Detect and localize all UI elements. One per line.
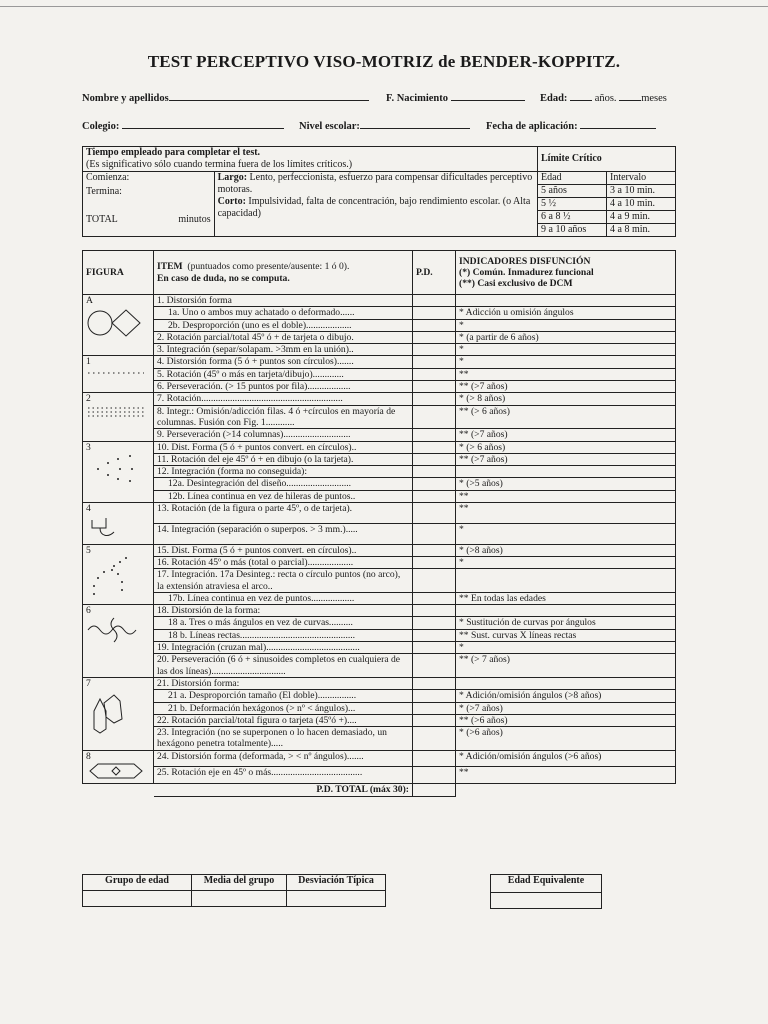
item-row: [83, 429, 676, 441]
figure-drawing: [86, 405, 150, 422]
figure-drawing: [86, 514, 150, 543]
figure-drawing: [86, 689, 150, 738]
figure-7-drawing: [86, 689, 130, 735]
meses-line[interactable]: [619, 90, 641, 101]
item-row: [83, 405, 676, 429]
indicator-text: [456, 295, 676, 307]
figure-5-drawing: [86, 556, 136, 600]
nacimiento-field: [386, 90, 525, 104]
meses-label: meses: [641, 93, 667, 104]
tiempo-heading: Tiempo empleado para completar el test.: [86, 147, 261, 158]
figure-a-drawing: [86, 306, 142, 340]
pd-score-cell[interactable]: [413, 654, 456, 678]
item-row: [83, 466, 676, 478]
colegio-field: [82, 118, 284, 132]
figure-drawing: [86, 453, 150, 486]
limite-intervalo-cell: 3 a 10 min.: [607, 185, 676, 198]
item-header-label: ITEM: [157, 261, 183, 273]
pd-score-cell[interactable]: [413, 368, 456, 380]
tiempo-table: [82, 146, 676, 237]
pd-score-cell[interactable]: [413, 307, 456, 319]
indicator-text: ** (> 7 años): [456, 654, 676, 678]
item-text: 12a. Desintegración del diseño...........................: [154, 478, 413, 490]
pd-score-cell[interactable]: [413, 677, 456, 689]
item-row: [83, 750, 676, 767]
item-text: 8. Integr.: Omisión/adicción filas. 4 ó +círculos en mayoría de columnas. Fusión con Fig. 1............: [154, 405, 413, 429]
indicator-text: * (> 6 años): [456, 441, 676, 453]
figure-label: 4: [86, 503, 91, 515]
figure-cell: [83, 393, 154, 441]
pd-score-cell[interactable]: [413, 393, 456, 405]
item-text: 2. Rotación parcial/total 45º ó + de tarjeta o dibujo.: [154, 331, 413, 343]
item-row: [83, 544, 676, 556]
item-row: [83, 453, 676, 465]
pd-score-cell[interactable]: [413, 344, 456, 356]
item-text: 1a. Uno o ambos muy achatado o deformado......: [154, 307, 413, 319]
item-text: 7. Rotación...........................................................: [154, 393, 413, 405]
limite-critico-heading: Límite Crítico: [538, 147, 676, 172]
indicator-text: * Adición/omisión ángulos (>8 años): [456, 690, 676, 702]
figure-cell: [83, 605, 154, 678]
indicator-text: *: [456, 356, 676, 368]
indicator-text: ** (>6 años): [456, 714, 676, 726]
indicator-text: [456, 466, 676, 478]
item-row: [83, 629, 676, 641]
indicator-text: ** (>7 años): [456, 429, 676, 441]
pd-score-cell[interactable]: [413, 727, 456, 751]
item-text: 16. Rotación 45º o más (total o parcial)...................: [154, 556, 413, 568]
item-row: [83, 381, 676, 393]
item-text: 21. Distorsión forma:: [154, 677, 413, 689]
fecha-line[interactable]: [580, 118, 656, 129]
figure-cell: [83, 677, 154, 750]
figure-8-drawing: [86, 762, 146, 780]
item-text: 24. Distorsión forma (deformada, > < nº ángulos).......: [154, 750, 413, 767]
item-text: 18 b. Líneas rectas................................................: [154, 629, 413, 641]
indicator-text: ** En todas las edades: [456, 592, 676, 604]
item-text: 18 a. Tres o más ángulos en vez de curvas..........: [154, 617, 413, 629]
indicator-text: * Adición/omisión ángulos (>6 años): [456, 750, 676, 767]
item-row: [83, 368, 676, 380]
tiempo-times-cell: [83, 172, 215, 237]
pd-total-value[interactable]: [413, 784, 456, 796]
item-text: 13. Rotación (de la figura o parte 45º, o de tarjeta).: [154, 503, 413, 524]
edad-equivalente-header: Edad Equivalente: [491, 875, 602, 893]
item-text: 14. Integración (separación o superpos. > 3 mm.).....: [154, 523, 413, 544]
figure-drawing: [86, 616, 150, 647]
figure-drawing: [86, 762, 150, 783]
corto-text: Impulsividad, falta de concentración, bajo rendimiento escolar. (o Alta capacidad): [217, 196, 531, 219]
media-grupo-value[interactable]: [192, 891, 287, 907]
indicator-text: *: [456, 556, 676, 568]
nombre-line[interactable]: [169, 90, 369, 101]
indicator-text: *: [456, 344, 676, 356]
indicator-text: **: [456, 368, 676, 380]
indicator-text: * (>5 años): [456, 478, 676, 490]
item-row: [83, 727, 676, 751]
edad-equivalente-table: [490, 874, 602, 909]
minutos-label: minutos: [178, 214, 211, 225]
item-text: 10. Dist. Forma (5 ó + puntos convert. en círculos)..: [154, 441, 413, 453]
item-row: [83, 617, 676, 629]
item-text: 20. Perseveración (6 ó + sinusoides completos en cualquiera de las dos líneas)...............................: [154, 654, 413, 678]
item-text: 15. Dist. Forma (5 ó + puntos convert. en círculos)..: [154, 544, 413, 556]
edad-line[interactable]: [570, 90, 592, 101]
edad-label: Edad:: [540, 93, 568, 104]
desviacion-tipica-header: Desviación Típica: [287, 875, 386, 891]
figure-drawing: [86, 556, 150, 603]
indicator-text: *: [456, 319, 676, 331]
indicator-text: * Adicción u omisión ángulos: [456, 307, 676, 319]
item-row: [83, 592, 676, 604]
figure-drawing: [86, 368, 150, 381]
desviacion-tipica-value[interactable]: [287, 891, 386, 907]
pd-score-cell[interactable]: [413, 478, 456, 490]
item-text: 9. Perseveración (>14 columnas)............................: [154, 429, 413, 441]
indicator-text: [456, 569, 676, 593]
indicator-text: ** (> 6 años): [456, 405, 676, 429]
item-row: [83, 642, 676, 654]
pd-score-cell[interactable]: [413, 605, 456, 617]
edad-col-header: Edad: [538, 172, 607, 185]
figure-2-drawing: [86, 405, 146, 419]
indicator-text: * Sustitución de curvas por ángulos: [456, 617, 676, 629]
fecha-field: [486, 118, 656, 132]
indicator-text: * (>8 años): [456, 544, 676, 556]
pd-score-cell[interactable]: [413, 441, 456, 453]
figura-col-header: FIGURA: [83, 251, 154, 295]
scan-edge-line: [0, 6, 768, 7]
pd-score-cell[interactable]: [413, 569, 456, 593]
item-row: [83, 654, 676, 678]
item-header-note: (puntuados como presente/ausente: 1 ó 0).: [187, 261, 350, 273]
indicator-text: * (>7 años): [456, 702, 676, 714]
item-text: 19. Integración (cruzan mal).......................................: [154, 642, 413, 654]
item-row: [83, 490, 676, 502]
indicator-text: ** (>7 años): [456, 453, 676, 465]
grupo-table: [82, 874, 386, 907]
item-text: 2b. Desproporción (uno es el doble)...................: [154, 319, 413, 331]
pd-col-header: P.D.: [413, 251, 456, 295]
item-text: 21 b. Deformación hexágonos (> nº < ángulos)...: [154, 702, 413, 714]
form-title: TEST PERCEPTIVO VISO-MOTRIZ de BENDER-KOPPITZ.: [147, 52, 621, 71]
indicator-text: **: [456, 767, 676, 784]
pd-score-cell[interactable]: [413, 319, 456, 331]
item-row: [83, 393, 676, 405]
item-row: [83, 503, 676, 524]
figure-6-drawing: [86, 616, 144, 644]
limite-edad-cell: 9 a 10 años: [538, 224, 607, 237]
limite-edad-cell: 5 años: [538, 185, 607, 198]
tiempo-heading-cell: [83, 147, 538, 172]
item-row: [83, 319, 676, 331]
item-row: [83, 295, 676, 307]
pd-score-cell[interactable]: [413, 466, 456, 478]
pd-score-cell[interactable]: [413, 544, 456, 556]
item-text: 23. Integración (no se superponen o lo hacen demasiado, un hexágono penetra totalmente).....: [154, 727, 413, 751]
item-row: [83, 714, 676, 726]
item-col-header: [154, 251, 413, 295]
pd-score-cell[interactable]: [413, 690, 456, 702]
item-text: 11. Rotación del eje 45º ó + en dibujo (o la tarjeta).: [154, 453, 413, 465]
nivel-field: [299, 118, 470, 132]
item-text: 17. Integración. 17a Desinteg.: recta o círculo puntos (no arco), la extensión atraviesa el arco..: [154, 569, 413, 593]
indicator-text: **: [456, 503, 676, 524]
grupo-edad-header: Grupo de edad: [83, 875, 192, 891]
pd-score-cell[interactable]: [413, 767, 456, 784]
figure-cell: [83, 750, 154, 784]
item-text: 21 a. Desproporción tamaño (El doble)................: [154, 690, 413, 702]
item-text: 22. Rotación parcial/total figura o tarjeta (45ºó +)....: [154, 714, 413, 726]
pd-score-cell[interactable]: [413, 702, 456, 714]
total-row: [83, 214, 214, 226]
indicadores-comun: (*) Común. Inmadurez funcional: [459, 266, 594, 278]
pd-score-cell[interactable]: [413, 523, 456, 544]
edad-field: [540, 90, 667, 104]
pd-score-cell[interactable]: [413, 750, 456, 767]
figure-drawing: [86, 306, 150, 343]
pd-score-cell[interactable]: [413, 556, 456, 568]
total-label: TOTAL: [86, 214, 118, 225]
item-text: 1. Distorsión forma: [154, 295, 413, 307]
colegio-label: Colegio:: [82, 121, 120, 132]
item-row: [83, 523, 676, 544]
comienza-label: Comienza:: [86, 172, 130, 183]
figure-3-drawing: [86, 453, 146, 483]
scoring-table: [82, 250, 676, 797]
item-text: 12b. Línea continua en vez de hileras de puntos..: [154, 490, 413, 502]
edad-equivalente-value[interactable]: [491, 893, 602, 909]
pd-score-cell[interactable]: [413, 629, 456, 641]
pd-score-cell[interactable]: [413, 453, 456, 465]
indicator-text: [456, 677, 676, 689]
item-row: [83, 478, 676, 490]
item-text: 4. Distorsión forma (5 ó + puntos son círculos).......: [154, 356, 413, 368]
pd-score-cell[interactable]: [413, 490, 456, 502]
item-text: 25. Rotación eje en 45º o más......................................: [154, 767, 413, 784]
pd-score-cell[interactable]: [413, 356, 456, 368]
figure-cell: [83, 544, 154, 604]
figure-cell: [83, 503, 154, 545]
nacimiento-line[interactable]: [451, 90, 525, 101]
anos-label: años.: [594, 93, 617, 104]
indicator-text: **: [456, 490, 676, 502]
item-row: [83, 556, 676, 568]
indicator-text: ** Sust. curvas X líneas rectas: [456, 629, 676, 641]
pd-score-cell[interactable]: [413, 381, 456, 393]
figure-label: 8: [86, 750, 91, 762]
nivel-label: Nivel escolar:: [299, 121, 360, 132]
item-row: [83, 307, 676, 319]
figure-label: 1: [86, 356, 91, 368]
figure-1-drawing: [86, 368, 146, 378]
item-row: [83, 441, 676, 453]
pd-score-cell[interactable]: [413, 503, 456, 524]
item-row: [83, 702, 676, 714]
corto-label: Corto:: [217, 196, 246, 207]
pd-score-cell[interactable]: [413, 592, 456, 604]
limite-edad-cell: 6 a 8 ½: [538, 211, 607, 224]
figure-label: 7: [86, 677, 91, 689]
indicator-text: * (a partir de 6 años): [456, 331, 676, 343]
nombre-label: Nombre y apellidos: [82, 93, 169, 104]
item-row: [83, 605, 676, 617]
item-text: 6. Perseveración. (> 15 puntos por fila)..................: [154, 381, 413, 393]
pd-score-cell[interactable]: [413, 714, 456, 726]
item-text: 17b. Línea continua en vez de puntos..................: [154, 592, 413, 604]
figure-label: 5: [86, 544, 91, 556]
figure-4-drawing: [86, 514, 126, 540]
figure-label: A: [86, 295, 93, 306]
indicator-text: *: [456, 642, 676, 654]
pd-total-label: P.D. TOTAL (máx 30):: [154, 784, 413, 796]
fecha-label: Fecha de aplicación:: [486, 121, 578, 132]
item-text: 12. Integración (forma no conseguida):: [154, 466, 413, 478]
figure-label: 6: [86, 605, 91, 617]
termina-label: Termina:: [86, 186, 122, 197]
item-row: [83, 344, 676, 356]
indicadores-dcm: (**) Casi exclusivo de DCM: [459, 278, 573, 290]
tiempo-interpretation-cell: [214, 172, 537, 237]
item-row: [83, 356, 676, 368]
indicator-text: * (> 8 años): [456, 393, 676, 405]
tiempo-note: (Es significativo sólo cuando termina fuera de los límites críticos.): [86, 159, 353, 170]
indicator-text: *: [456, 523, 676, 544]
figure-label: 3: [86, 441, 91, 453]
pd-score-cell[interactable]: [413, 617, 456, 629]
indicator-text: ** (>7 años): [456, 381, 676, 393]
limite-intervalo-cell: 4 a 9 min.: [607, 211, 676, 224]
figure-cell: [83, 295, 154, 356]
nacimiento-label: F. Nacimiento: [386, 93, 449, 104]
pd-score-cell[interactable]: [413, 405, 456, 429]
indicadores-col-header: [456, 251, 676, 295]
item-row: [83, 690, 676, 702]
media-grupo-header: Media del grupo: [192, 875, 287, 891]
item-row: [83, 767, 676, 784]
figure-cell: [83, 356, 154, 393]
largo-text: Lento, perfeccionista, esfuerzo para compensar dificultades perceptivo motoras.: [217, 172, 533, 195]
item-text: 18. Distorsión de la forma:: [154, 605, 413, 617]
item-text: 5. Rotación (45º o más en tarjeta/dibujo).............: [154, 368, 413, 380]
item-row: [83, 569, 676, 593]
nivel-line[interactable]: [360, 118, 470, 129]
pd-score-cell[interactable]: [413, 295, 456, 307]
figure-label: 2: [86, 393, 91, 405]
pd-score-cell[interactable]: [413, 331, 456, 343]
colegio-line[interactable]: [122, 118, 284, 129]
limite-intervalo-cell: 4 a 10 min.: [607, 198, 676, 211]
item-row: [83, 331, 676, 343]
limite-intervalo-cell: 4 a 8 min.: [607, 224, 676, 237]
indicator-text: * (>6 años): [456, 727, 676, 751]
pd-score-cell[interactable]: [413, 429, 456, 441]
figure-cell: [83, 441, 154, 502]
pd-score-cell[interactable]: [413, 642, 456, 654]
indicator-text: [456, 605, 676, 617]
item-row: [83, 677, 676, 689]
limite-edad-cell: 5 ½: [538, 198, 607, 211]
largo-label: Largo:: [217, 172, 248, 183]
nombre-field: [82, 90, 369, 104]
indicadores-title: INDICADORES DISFUNCIÓN: [459, 255, 591, 267]
item-text: 3. Integración (separ/solapam. >3mm en la unión)..: [154, 344, 413, 356]
item-header-doubt: En caso de duda, no se computa.: [157, 272, 290, 284]
grupo-edad-value[interactable]: [83, 891, 192, 907]
intervalo-col-header: Intervalo: [607, 172, 676, 185]
